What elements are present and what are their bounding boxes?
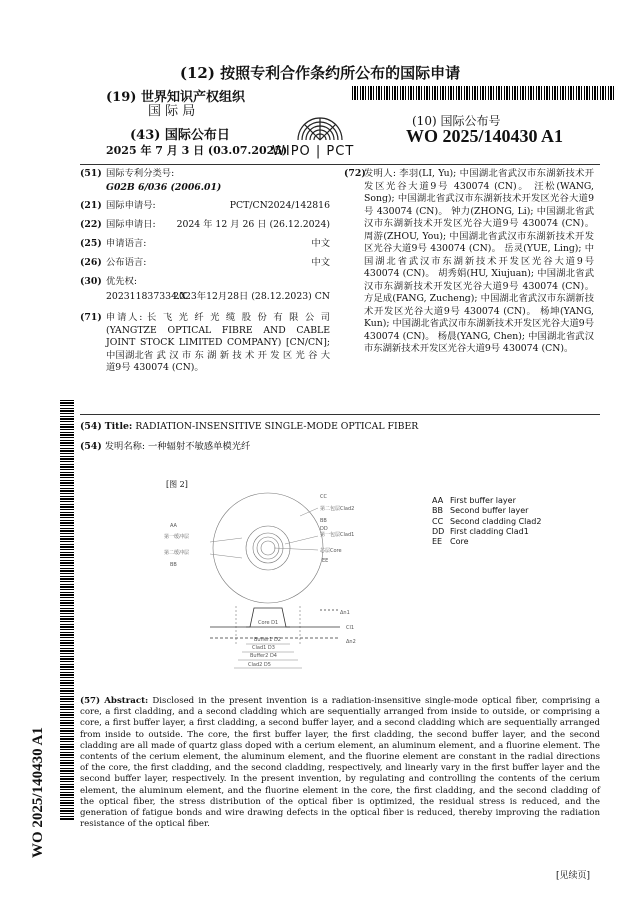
legend-key: AA	[432, 496, 444, 505]
title-chinese-text: 一种辐射不敏感单模光纤	[148, 441, 251, 452]
org-name-text: 世界知识产权组织	[140, 90, 245, 105]
label-bb-top: BB	[320, 518, 327, 524]
abstract	[80, 696, 600, 830]
field-number: (22)	[80, 219, 102, 230]
field-number: (54)	[80, 421, 102, 432]
field-label: 国际专利分类号:	[106, 168, 175, 179]
label-buf1: 第一缓冲层	[164, 534, 190, 540]
label-cc: CC	[320, 494, 327, 500]
label-buf2-d4: Buffer2 D4	[250, 653, 277, 659]
organization-subtitle: 国 际 局	[148, 104, 196, 119]
title-english-text: RADIATION-INSENSITIVE SINGLE-MODE OPTICAL FIBER	[135, 421, 419, 432]
inventors-text: 发明人: 李羽(LI, Yu); 中国湖北省武汉市东湖新技术开发区光谷大道9号 430074 (CN)。 汪松(WANG, Song); 中国湖北省武汉市东湖新技术开发区光谷大道9号 430074 (CN)。 钟力(ZHONG, Li); 中国湖北省武汉市东湖新技术开发区光谷大道9号 430074 (CN)。 周游(ZHOU, You); 中国湖北省武汉市东湖新技术开发区光谷大道9号 430074 (CN)。 岳灵(YUE, Ling); 中国湖北省武汉市东湖新技术开发区光谷大道9号 430074 (CN)。 胡秀娟(HU, Xiujuan); 中国湖北省武汉市东湖新技术开发区光谷大道9号 430074 (CN)。 方足成(FANG, Zucheng); 中国湖北省武汉市东湖新技术开发区光谷大道9号 430074 (CN)。 杨坤(YANG, Kun); 中国湖北省武汉市东湖新技术开发区光谷大道9号 430074 (CN)。 杨晨(YANG, Chen); 中国湖北省武汉市东湖新技术开发区光谷大道9号 430074 (CN)。	[364, 168, 594, 354]
field-label: 发明名称:	[104, 441, 146, 452]
biblio-row	[80, 291, 330, 310]
publication-language: 中文	[311, 257, 330, 268]
field-number: (26)	[80, 257, 102, 268]
field-label: 公布语言:	[106, 257, 147, 268]
biblio-row	[80, 257, 330, 276]
field-number: (71)	[80, 312, 102, 323]
legend-text: Second cladding Clad2	[450, 516, 542, 526]
field-number: (21)	[80, 200, 102, 211]
field-label: 申请语言:	[106, 238, 147, 249]
label-bb: BB	[170, 562, 177, 568]
label-clad2: 第二包层Clad2	[320, 506, 355, 512]
figure-label: [图 2]	[166, 480, 188, 489]
biblio-row	[80, 182, 330, 200]
field-number: (72)	[344, 168, 366, 179]
org-number: (19)	[106, 90, 137, 105]
fiber-figure	[150, 486, 430, 676]
label-ee: EE	[322, 558, 329, 564]
legend-key: DD	[432, 526, 445, 536]
field-label: 优先权:	[106, 276, 138, 287]
biblio-row	[80, 219, 330, 238]
applicant-block	[80, 312, 330, 375]
label-dd: DD	[320, 526, 328, 532]
publication-number-label: (10) 国际公布号	[412, 114, 501, 128]
continuation-note: [见续页]	[556, 871, 591, 881]
legend-key: BB	[432, 506, 443, 516]
application-number: PCT/CN2024/142816	[229, 200, 330, 211]
side-publication-number: WO 2025/140430 A1	[30, 727, 46, 858]
figure-legend	[432, 496, 541, 547]
legend-item	[432, 496, 541, 506]
filing-date: 2024 年 12 月 26 日 (26.12.2024)	[176, 219, 330, 230]
legend-text: Core	[450, 537, 469, 547]
biblio-row	[80, 200, 330, 219]
filing-language: 中文	[311, 238, 330, 249]
abstract-text: Disclosed in the present invention is a radiation-insensitive single-mode optical fiber, comprising a core, a first cladding, and a second cladding which are sequentially arranged from inside to outside, or comprising a core, a first buffer layer, a first cladding, a second buffer layer, and a second cladding which are sequentially arranged from inside to outside. The core, the first buffer layer, the first cladding, the second buffer layer, and the second cladding are all made of quartz glass doped with a cerium element, an aluminum element, and a fluorine element. The contents of the cerium element, the aluminum element, and the fluorine element are constant in the radial directions of the core, the first cladding, and the second cladding, respectively, and linearly vary in the first buffer layer and the second buffer layer, respectively. In the present invention, by regulating and controlling the contents of the cerium element, the aluminum element, and the fluorine element in the core, the first cladding, and the second cladding of the optical fiber, the stress distribution of the optical fiber is optimized, the residual stress is reduced, and the generation of fatigue bonds and wire drawing defects in the optical fiber is reduced, thereby improving the radiation resistance of the optical fiber.	[80, 696, 601, 830]
label-aa: AA	[170, 523, 177, 529]
field-number: (57)	[80, 696, 101, 706]
ipc-class: G02B 6/036 (2006.01)	[106, 182, 222, 193]
bibliographic-data	[80, 168, 330, 375]
wipo-pct-logo-text: WIPO | PCT	[272, 144, 355, 159]
label-clad2-d5: Clad2 D5	[248, 662, 271, 668]
legend-item	[432, 527, 541, 537]
legend-text: First cladding Clad1	[450, 526, 529, 536]
title-english	[80, 421, 418, 432]
label-clad1-d3: Clad1 D3	[252, 645, 275, 651]
legend-key: EE	[432, 537, 443, 547]
legend-item	[432, 506, 541, 516]
label-core-d1: Core D1	[258, 620, 279, 626]
label-buf2: 第二缓冲层	[164, 550, 190, 556]
legend-text: First buffer layer	[450, 496, 516, 505]
field-label: Title:	[104, 421, 133, 432]
label-buf1-d2: Buffer1 D2	[254, 637, 281, 643]
document-title: (12) 按照专利合作条约所公布的国际申请	[179, 64, 461, 82]
field-number: (51)	[80, 168, 102, 179]
title-chinese	[80, 438, 250, 452]
field-number: (25)	[80, 238, 102, 249]
priority-date: 2023年12月28日 (28.12.2023) CN	[173, 291, 330, 302]
header-divider	[80, 164, 600, 165]
label-clad1: 第一包层Clad1	[320, 532, 355, 538]
section-divider	[80, 414, 600, 415]
legend-key: CC	[432, 516, 444, 526]
priority-number: 202311837334.X	[106, 291, 187, 302]
field-number: (54)	[80, 441, 102, 452]
publication-number: WO 2025/140430 A1	[406, 126, 564, 146]
abstract-label: Abstract:	[104, 696, 149, 706]
legend-item	[432, 537, 541, 547]
label-core: 芯层Core	[320, 548, 342, 554]
field-label: 国际申请号:	[106, 200, 156, 211]
publication-date: 2025 年 7 月 3 日 (03.07.2025)	[106, 144, 288, 157]
field-number: (30)	[80, 276, 102, 287]
barcode-top	[352, 86, 614, 100]
field-label: 国际申请日:	[106, 219, 156, 230]
biblio-row	[80, 238, 330, 257]
inventors-block	[344, 168, 594, 356]
label-cl1: Cl1	[346, 625, 355, 631]
legend-item	[432, 517, 541, 527]
applicant-text: 申请人: 长 飞 光 纤 光 缆 股 份 有 限 公 司(YANGTZE OPTICAL FIBRE AND CABLE JOINT STOCK LIMITED COMPANY) [CN/CN]; 中国湖北省 武 汉 市 东 湖 新 技 术 开 发 区 光 谷 大 道9号 430074 (CN)。	[106, 312, 330, 373]
publication-date-label: (43) 国际公布日	[130, 128, 230, 143]
legend-text: Second buffer layer	[450, 506, 529, 516]
label-dn2: Δn2	[346, 639, 356, 645]
barcode-side	[60, 400, 74, 820]
label-dn1: Δn1	[340, 610, 350, 616]
